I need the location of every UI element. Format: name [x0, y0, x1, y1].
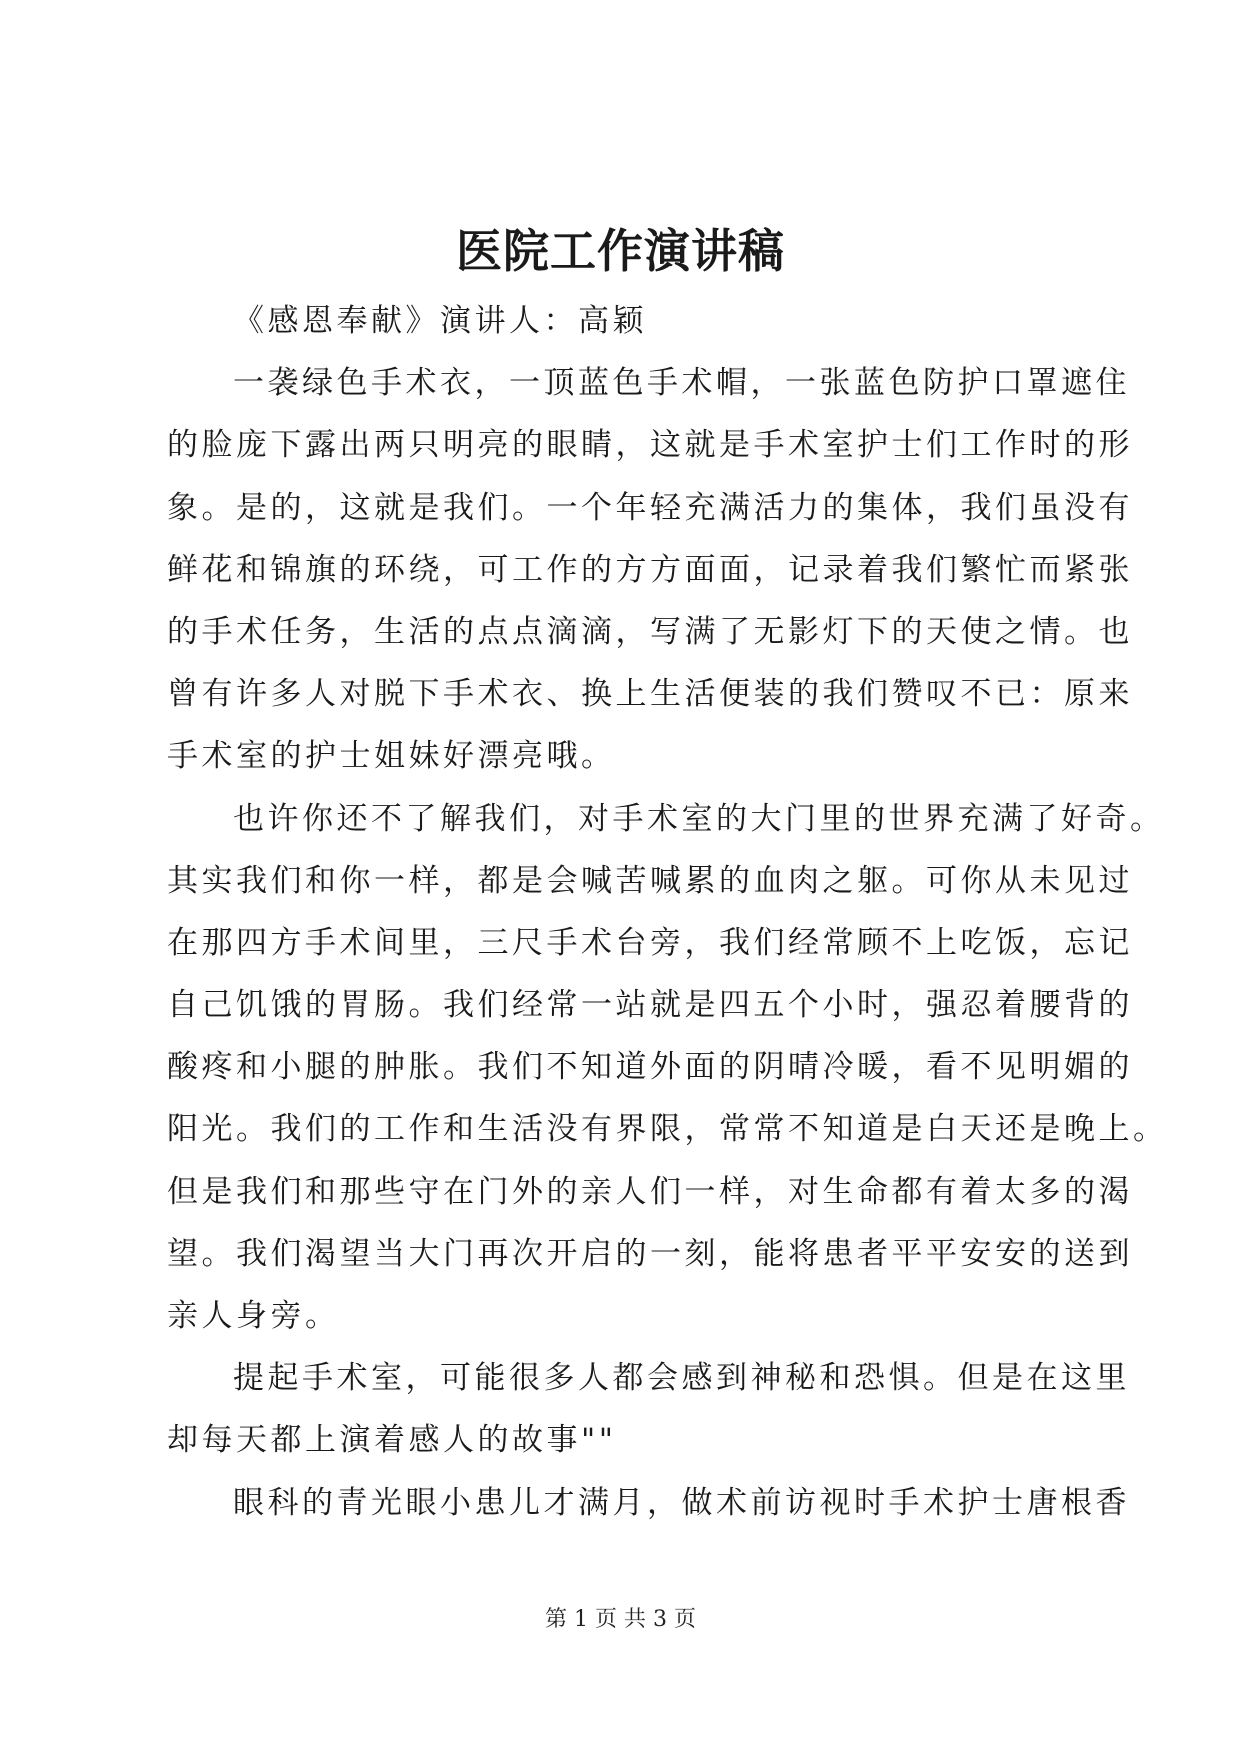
- paragraph-line: 亲人身旁。: [167, 1298, 340, 1334]
- paragraph-line: 自己饥饿的胃肠。我们经常一站就是四五个小时，强忍着腰背的: [167, 987, 1133, 1024]
- paragraph-line: 望。我们渴望当大门再次开启的一刻，能将患者平平安安的送到: [167, 1235, 1133, 1272]
- paragraph-line: 鲜花和锦旗的环绕，可工作的方方面面，记录着我们繁忙而紧张: [167, 551, 1133, 588]
- paragraph-line: 手术室的护士姐妹好漂亮哦。: [167, 738, 616, 775]
- page-number-footer: 第 1 页 共 3 页: [545, 1607, 696, 1632]
- paragraph-line: 的手术任务，生活的点点滴滴，写满了无影灯下的天使之情。也: [167, 613, 1133, 650]
- speech-subtitle: 《感恩奉献》演讲人：高颖: [233, 303, 647, 339]
- paragraph-line: 也许你还不了解我们，对手术室的大门里的世界充满了好奇。: [233, 800, 1165, 837]
- paragraph-line: 一袭绿色手术衣，一顶蓝色手术帽，一张蓝色防护口罩遮住: [233, 365, 1130, 402]
- paragraph-line: 眼科的青光眼小患儿才满月，做术前访视时手术护士唐根香: [233, 1484, 1130, 1521]
- paragraph-line: 象。是的，这就是我们。一个年轻充满活力的集体，我们虽没有: [167, 489, 1133, 526]
- paragraph-line: 的脸庞下露出两只明亮的眼睛，这就是手术室护士们工作时的形: [167, 427, 1133, 464]
- document-title: 医院工作演讲稿: [456, 224, 785, 278]
- document-body: [167, 290, 1168, 1534]
- paragraph-line: 阳光。我们的工作和生活没有界限，常常不知道是白天还是晚上。: [167, 1111, 1168, 1148]
- paragraph-line: 曾有许多人对脱下手术衣、换上生活便装的我们赞叹不已：原来: [167, 676, 1133, 713]
- paragraph-line: 提起手术室，可能很多人都会感到神秘和恐惧。但是在这里: [233, 1360, 1130, 1397]
- paragraph-line: 酸疼和小腿的肿胀。我们不知道外面的阴晴冷暖，看不见明媚的: [167, 1049, 1133, 1086]
- paragraph-line: 在那四方手术间里，三尺手术台旁，我们经常顾不上吃饭，忘记: [167, 924, 1133, 961]
- paragraph-line: 却每天都上演着感人的故事"": [167, 1422, 617, 1459]
- paragraph-line: 其实我们和你一样，都是会喊苦喊累的血肉之躯。可你从未见过: [167, 862, 1133, 899]
- paragraph-line: 但是我们和那些守在门外的亲人们一样，对生命都有着太多的渴: [167, 1173, 1133, 1210]
